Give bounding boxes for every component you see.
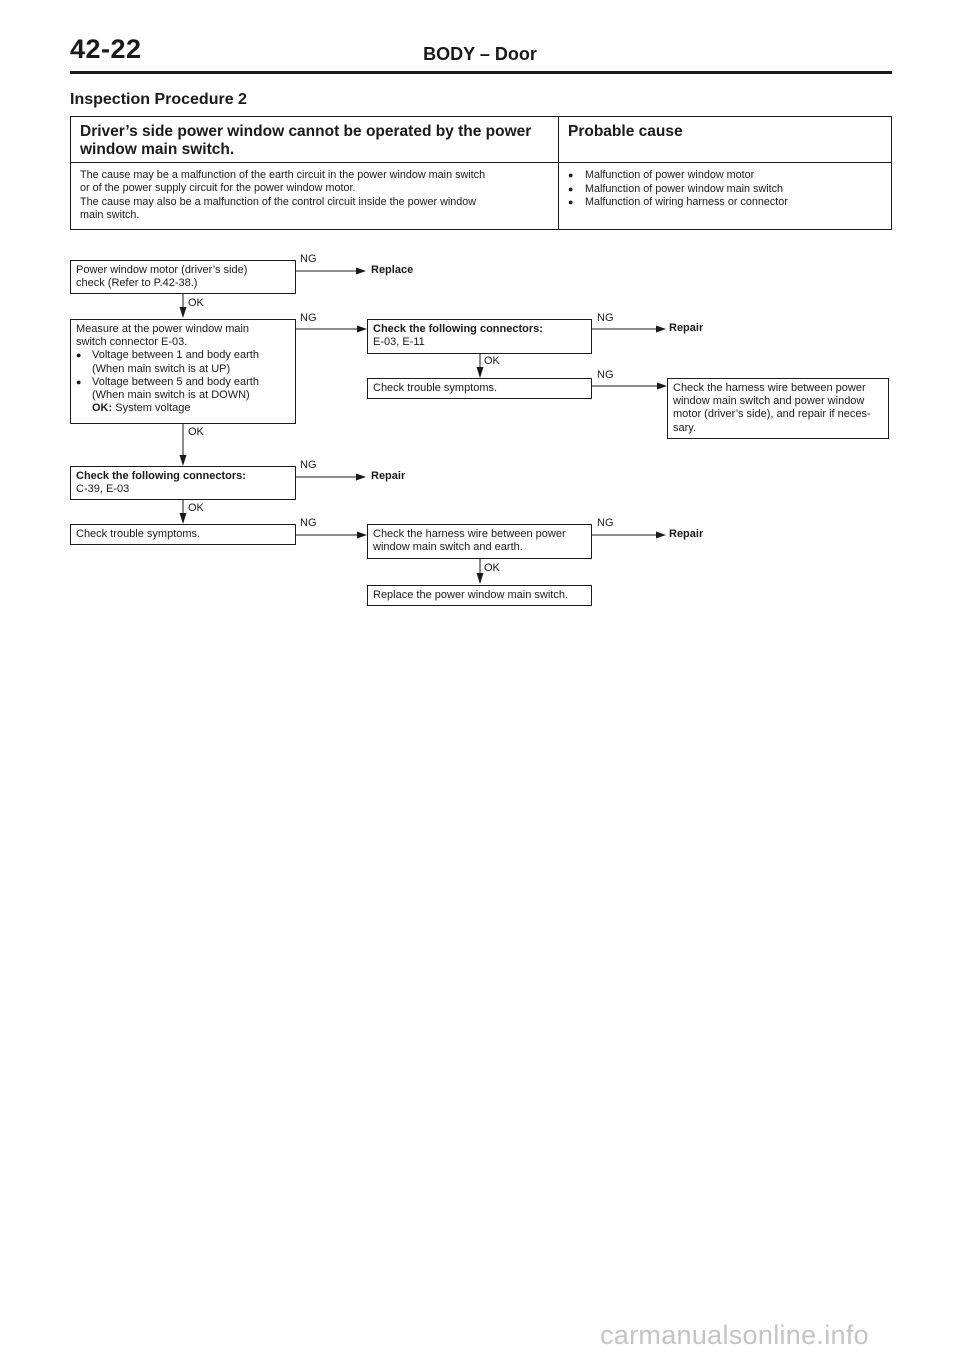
step-measure-voltage-box: [70, 319, 296, 424]
ok-label: OK: [188, 502, 204, 514]
step-text: Measure at the power window main: [76, 323, 250, 335]
ng-label: NG: [597, 312, 614, 324]
section-title: BODY – Door: [423, 44, 537, 64]
description-line: The cause may also be a malfunction of the control circuit inside the power window: [80, 195, 477, 208]
result-repair: Repair: [669, 528, 704, 540]
step-check-trouble-symptoms-box: [70, 524, 296, 545]
ng-label: NG: [300, 312, 317, 324]
connector-list: E-03, E-11: [373, 336, 425, 349]
step-text: Replace the power window main switch.: [373, 589, 569, 601]
step-text: (When main switch is at UP): [92, 362, 231, 375]
step-text: Check the harness wire between power: [673, 382, 866, 394]
step-check-connectors-c39-e03-box: [70, 466, 296, 500]
probable-cause-heading: Probable cause: [568, 123, 683, 140]
ok-criteria-label: OK:: [92, 402, 113, 415]
step-text: Check the harness wire between power: [373, 528, 566, 540]
ok-criteria: [76, 402, 290, 415]
bullet-icon: ●: [568, 197, 574, 207]
cause-text: Malfunction of power window main switch: [585, 182, 784, 195]
voltage-check-item: [76, 349, 290, 362]
ng-label: NG: [597, 369, 614, 381]
ok-label: OK: [484, 562, 500, 574]
ng-label: NG: [300, 517, 317, 529]
step-motor-check-box: [70, 260, 296, 294]
ok-label: OK: [484, 355, 500, 367]
page-number: 42-22: [70, 34, 142, 64]
ng-label: NG: [300, 459, 317, 471]
description-line: The cause may be a malfunction of the earth circuit in the power window main switch: [80, 169, 486, 181]
result-replace: Replace: [371, 264, 414, 276]
step-text: Voltage between 1 and body earth: [92, 349, 259, 362]
problem-title: Driver’s side power window cannot be operated by the power window main switch.: [80, 123, 532, 158]
step-text: window main switch and power window: [673, 395, 865, 408]
description-line: main switch.: [80, 208, 140, 221]
watermark: carmanualsonline.info: [600, 1320, 869, 1350]
step-text: Check trouble symptoms.: [373, 382, 498, 394]
cause-text: Malfunction of power window motor: [585, 169, 755, 181]
cause-text: Malfunction of wiring harness or connector: [585, 196, 788, 208]
step-text: window main switch and earth.: [373, 541, 523, 554]
step-text: Voltage between 5 and body earth: [92, 375, 259, 388]
bullet-icon: ●: [568, 183, 574, 194]
ng-label: NG: [597, 517, 614, 529]
step-text: Check trouble symptoms.: [76, 528, 201, 540]
ok-label: OK: [188, 426, 204, 438]
step-check-harness-earth-box: [367, 524, 592, 559]
bullet-icon: ●: [76, 350, 82, 361]
bullet-icon: ●: [568, 170, 574, 180]
step-replace-main-switch-box: [367, 585, 592, 606]
procedure-title: Inspection Procedure 2: [70, 91, 247, 108]
step-text: switch connector E-03.: [76, 336, 188, 349]
voltage-check-item: [76, 376, 290, 389]
description-line: or of the power supply circuit for the power window motor.: [80, 182, 356, 195]
ng-label: NG: [300, 253, 317, 265]
ok-label: OK: [188, 297, 204, 309]
result-repair: Repair: [669, 322, 704, 334]
connector-list: C-39, E-03: [76, 483, 130, 496]
step-title: Check the following connectors:: [373, 323, 543, 335]
step-text: motor (driver’s side), and repair if neces-: [673, 408, 871, 421]
bullet-icon: ●: [76, 376, 82, 387]
step-check-trouble-symptoms-box: [367, 378, 592, 399]
ok-criteria-value: System voltage: [115, 402, 191, 415]
step-check-connectors-e03-e11-box: [367, 319, 592, 354]
result-repair: Repair: [371, 470, 406, 482]
step-text: Power window motor (driver’s side): [76, 264, 248, 276]
step-text: sary.: [673, 421, 697, 434]
step-text: (When main switch is at DOWN): [92, 389, 250, 402]
step-check-harness-motor-box: [667, 378, 889, 439]
step-text: check (Refer to P.42-38.): [76, 277, 198, 290]
step-title: Check the following connectors:: [76, 470, 246, 482]
